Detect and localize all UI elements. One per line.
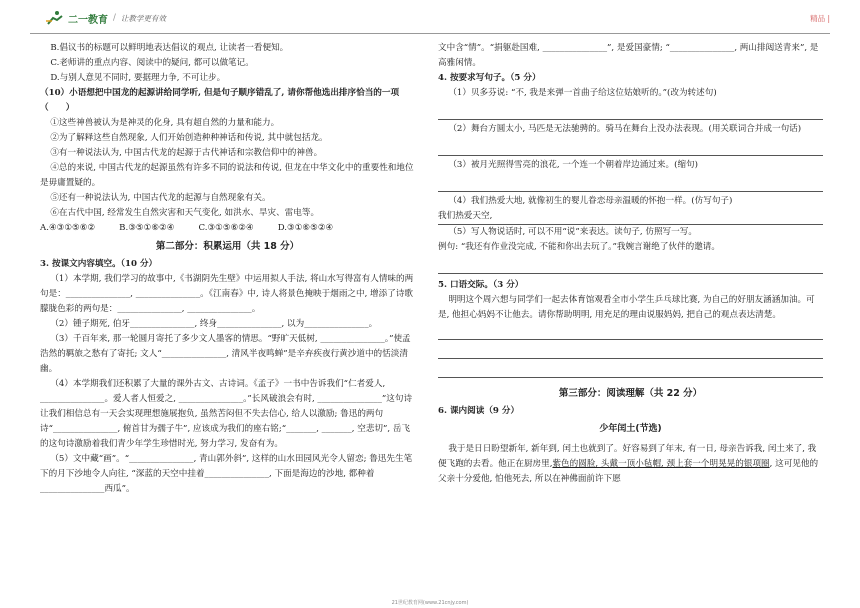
page-header — [0, 0, 860, 34]
text-line: （1）本学期, 我们学习的故事中,《书湖阴先生壁》中运用拟人手法, 将山水写得富有人情味的两句是：_______________, _______________。《江南春》中, 诗人将景色掩映于烟雨之中, 增添了诗歌朦胧色彩的两句是：_______________, _______________。 — [40, 274, 414, 314]
text-line: （10）小语想把中国龙的起源讲给同学听, 但是句子顺序错乱了, 请你帮他选出排序恰当的一项（ ） — [40, 88, 400, 113]
text-line: （5）文中藏“画”。“_______________, 青山郭外斜”, 这样的山水田园风光令人留恋; 鲁迅先生笔下的月下沙地令人向往, “深蓝的天空中挂着_______________, 下面是海边的沙地, 都种着_______________西瓜”。 — [40, 454, 413, 494]
left-question-lines — [40, 41, 415, 221]
footer: 21世纪教育网(www.21cnjy.com) — [391, 600, 469, 606]
q4-4-prefix[interactable]: 我们热爱天空, — [438, 209, 823, 225]
section2-title: 第二部分：积累运用（共 18 分） — [155, 241, 300, 252]
q5-title: 5. 口语交际。（3 分） — [438, 280, 524, 290]
q4-title: 4. 按要求写句子。（5 分） — [438, 73, 541, 83]
q4-item-2: （2）舞台方圆太小, 马匹是无法驰骋的。骑马在舞台上没办法表现。(用关联词合并成一句话) — [448, 124, 802, 134]
answer-line[interactable] — [438, 327, 823, 340]
text-line: B.倡议书的标题可以鲜明地表达倡议的观点, 让读者一看便知。 — [50, 43, 289, 53]
q4-item-1: （1）贝多芬说: “不, 我是来弹一首曲子给这位姑娘听的。”(改为转述句) — [448, 88, 717, 98]
text-line: （2）锺子期死, 伯牙_______________, 终身_______________, 以为_______________。 — [50, 319, 378, 329]
story-text-1: 我于是日日盼望新年, 新年到, 闰土也就到了。好容易到了年末, 有一日, 母亲告诉我, 闰土来了, 我便飞跑的去看。他正在厨房里, — [438, 444, 817, 469]
q4-item-3: （3）被月光照得雪亮的浪花, 一个连一个朝着岸边涌过来。(缩句) — [448, 160, 698, 170]
slogan: 让教学更有效 — [120, 13, 166, 23]
logo-text: 二一教育 — [68, 14, 108, 26]
answer-option[interactable]: A.④③①⑤⑥② — [40, 223, 96, 233]
text-line: C.老师讲的重点内容、阅读中的疑问, 都可以做笔记。 — [50, 58, 254, 68]
text-line: ②为了解释这些自然现象, 人们开始创造种种神话和传说, 其中就包括龙。 — [50, 133, 328, 143]
q6-title: 6. 课内阅读（9 分） — [438, 406, 520, 416]
text-line: （4）本学期我们还积累了大量的课外古文、古诗词。《孟子》一书中告诉我们“仁者爱人, _______________。爱人者人恒爱之, _______________。”长风破浪会有时, _______________”这句诗让我们相信总有一天会实现理想施展抱负, 虽然苦闷但不失去信心, 给人以激励; 鲁迅的两句诗“_______________, 俯首甘为孺子牛”, 应该成为我们的座右铭;“_______, _______, 空悲切”, 岳飞的这句诗激励着我们青少年学生珍惜时光, 努力学习, 发奋有为。 — [40, 379, 413, 449]
answer-line[interactable] — [438, 365, 823, 378]
q3-lines — [40, 272, 415, 497]
section3-title: 第三部分：阅读理解（共 22 分） — [558, 388, 703, 399]
answer-option[interactable]: D.③①⑥⑤②④ — [277, 223, 334, 233]
text-line: ⑥在古代中国, 经常发生自然灾害和天气变化, 如洪水、旱灾、雷电等。 — [50, 208, 320, 218]
text-line: ③有一种说法认为, 中国古代龙的起源于古代神话和宗教信仰中的神兽。 — [50, 148, 323, 158]
text-line: D.与别人意见不同时, 要据理力争, 不可让步。 — [50, 73, 226, 83]
text-line: ④总的来说, 中国古代龙的起源虽然有许多不同的说法和传说, 但龙在中华文化中的重要性和地位是毋庸置疑的。 — [40, 163, 414, 188]
q4-item-4: （4）我们热爱大地, 就像初生的婴儿眷恋母亲温暖的怀抱一样。(仿写句子) — [448, 196, 733, 206]
right-column — [438, 41, 823, 487]
story-paragraph — [438, 442, 823, 487]
text-line: （3）千百年来, 那一轮圆月寄托了多少文人墨客的情思。“野旷天低树, _______________。”使孟浩然的羁旅之愁有了寄托; 文人“_______________, 清风半夜鸣蝉”是辛弃疾夜行黄沙道中的恬淡清幽。 — [40, 334, 411, 374]
text-line: ⑤还有一种说法认为, 中国古代龙的起源与自然现象有关。 — [50, 193, 271, 203]
q5-text: 明明这个周六想与同学们一起去体育馆观看全市小学生乒乓球比赛, 为自己的好朋友涵涵加油。可是, 他担心妈妈不让他去。请你帮助明明, 用充足的理由说服妈妈, 把自己的观点表达清楚。 — [438, 295, 815, 320]
logo — [45, 9, 166, 27]
right-top-lines — [438, 41, 823, 71]
answer-options — [40, 221, 415, 236]
text-line: ①这些神兽被认为是神灵的化身, 具有超自然的力量和能力。 — [50, 118, 280, 128]
answer-option[interactable]: C.③①⑤⑥②④ — [198, 223, 254, 233]
story-underlined: 紫色的圆脸, 头戴一顶小毡帽, 颈上套一个明晃晃的银项圈 — [552, 459, 770, 469]
story-text-2: , 这可见他的父亲十分爱他, 怕他死去, 所以在神佛面前许下愿 — [438, 459, 819, 484]
answer-line[interactable] — [438, 143, 823, 156]
logo-separator: / — [113, 13, 116, 23]
q3-title: 3. 按课文内容填空。（10 分） — [40, 259, 158, 269]
logo-runner-icon — [45, 10, 65, 26]
left-column — [40, 41, 415, 497]
text-line: 文中含“情”。“捐躯赴国难, _______________”, 是爱国豪情; “_______________, 两山排闼送青来”, 是高雅闲情。 — [438, 43, 819, 68]
story-title: 少年闰土(节选) — [599, 424, 662, 434]
answer-line[interactable] — [438, 346, 823, 359]
q4-5-example: 例句: “我还有作业没完成, 不能和你出去玩了。”我婉言谢绝了伙伴的邀请。 — [438, 242, 720, 252]
answer-line[interactable] — [438, 261, 823, 274]
answer-line[interactable] — [438, 179, 823, 192]
answer-line[interactable] — [438, 107, 823, 120]
header-right-label: 精品 | — [810, 14, 830, 23]
answer-option[interactable]: B.③⑤①⑥②④ — [119, 223, 175, 233]
header-divider — [30, 33, 830, 34]
q4-item-5: （5）写人物说话时, 可以不用“说”来表达。读句子, 仿照写一写。 — [448, 227, 697, 237]
